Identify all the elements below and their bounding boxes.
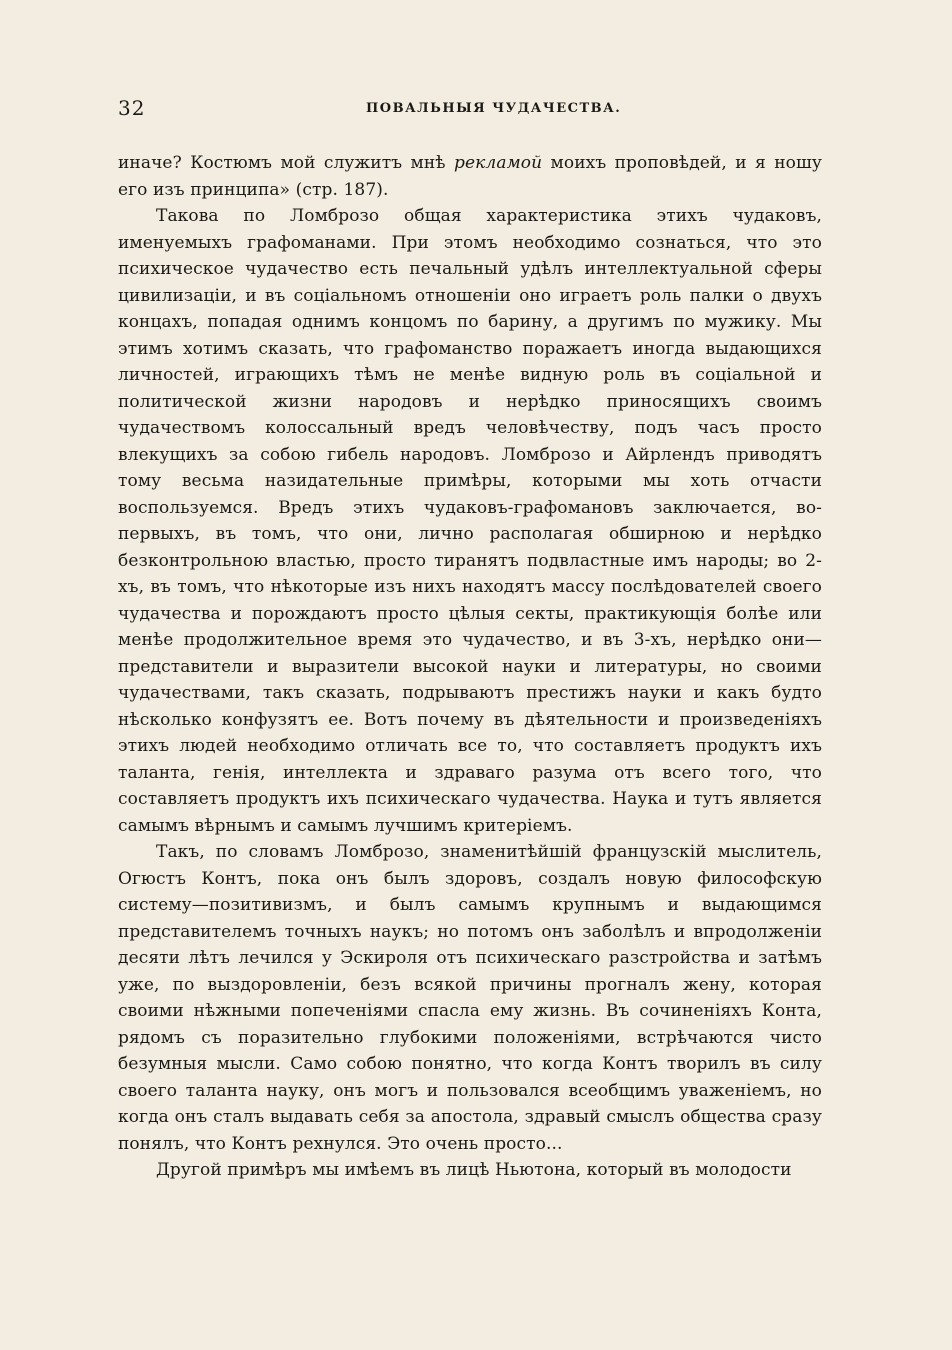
paragraph-comte: Такъ, по словамъ Ломброзо, знаменитѣйшiй французскiй мыслитель, Огюстъ Контъ, пока онъ былъ здоровъ, создалъ новую философскую систему—позитивизмъ, и былъ самымъ крупнымъ и выдающимся представителемъ точныхъ наукъ; но потомъ онъ заболѣлъ и впродолженiи десяти лѣтъ лечился у Эскироля отъ психическаго разстройства и затѣмъ уже, по выздоровленiи, безъ всякой причины прогналъ жену, которая своими нѣжными попеченiями спасла ему жизнь. Въ сочиненiяхъ Конта, рядомъ съ поразительно глубокими положенiями, встрѣчаются чисто безумныя мысли. Само собою понятно, что когда Контъ творилъ въ силу своего таланта науку, онъ могъ и пользовался всеобщимъ уваженiемъ, но когда онъ сталъ выдавать себя за апостола, здравый смыслъ общества сразу понялъ, что Контъ рехнулся. Это очень просто... [118,842,822,1154]
paragraph-graphomania: Такова по Ломброзо общая характеристика этихъ чудаковъ, именуемыхъ графоманами. При этомъ необходимо сознаться, что это психическое чудачество есть печальный удѣлъ интеллектуальной сферы цивилизацiи, и въ соцiальномъ отношенiи оно играетъ роль палки о двухъ концахъ, попадая однимъ концомъ по барину, а другимъ по мужику. Мы этимъ хотимъ сказать, что графоманство поражаетъ иногда выдающихся личностей, играющихъ тѣмъ не менѣе видную роль въ соцiальной и политической жизни народовъ и нерѣдко приносящихъ своимъ чудачествомъ колоссальный вредъ человѣчеству, подъ часъ просто влекущихъ за собою гибель народовъ. Ломброзо и Айрлендъ приводятъ тому весьма назидательные примѣры, которыми мы хоть отчасти воспользуемся. Вредъ этихъ чудаковъ-графомановъ заключается, во-первыхъ, въ томъ, что они, лично располагая обширною и нерѣдко безконтрольною властью, просто тиранятъ подвластные имъ народы; во 2-хъ, въ томъ, что нѣкоторые изъ нихъ находятъ массу послѣдователей своего чудачества и порождаютъ просто цѣлыя секты, практикующiя болѣе или менѣе продолжительное время это чудачество, и въ 3-хъ, нерѣдко они—представители и выразители высокой науки и литературы, но своими чудачествами, такъ сказать, подрываютъ престижъ науки и какъ будто нѣсколько конфузятъ ее. Вотъ почему въ дѣятельности и произведенiяхъ этихъ людей необходимо отличать все то, что составляетъ продуктъ ихъ таланта, генiя, интеллекта и здраваго разума отъ всего того, что составляетъ продуктъ ихъ психическаго чудачества. Наука и тутъ является самымъ вѣрнымъ и самымъ лучшимъ критерiемъ. [118,206,822,836]
paragraph-continuation [118,150,822,203]
text-segment: моихъ проповѣдей, и я ношу его изъ принципа» (стр. 187). [118,153,823,200]
paragraph-newton: Другой примѣръ мы имѣемъ въ лицѣ Ньютона, который въ молодости [156,1160,792,1180]
text-segment: иначе? Костюмъ мой служитъ мнѣ [118,153,455,173]
running-title: ПОВАЛЬНЫЯ ЧУДАЧЕСТВА. [366,101,622,116]
body-text [118,150,822,1184]
page-header [118,96,822,128]
page-number: 32 [118,96,146,120]
emphasized-word: рекламой [454,153,543,173]
